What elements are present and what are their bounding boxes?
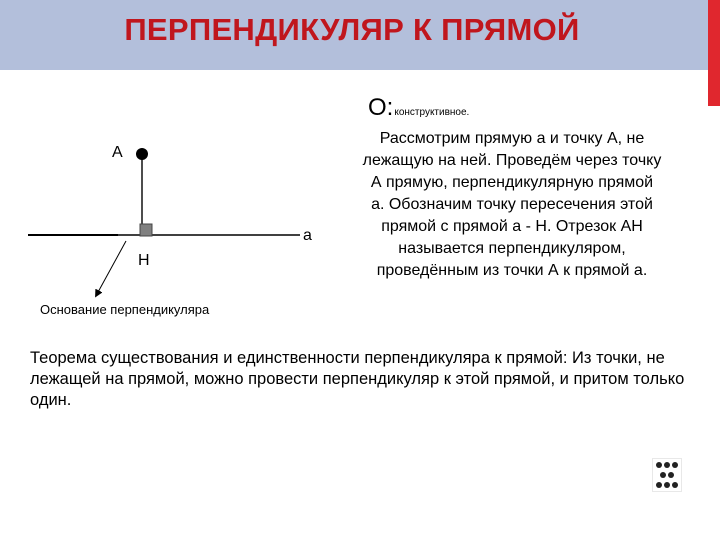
heading-letter: О: [368, 94, 394, 121]
point-a-label: А [112, 144, 123, 161]
definition-text: Рассмотрим прямую а и точку А, не лежащую на ней. Проведём через точку А прямую, перпендикулярную прямой а. Обозначим точку пересечения этой прямой с прямой а - Н. Отрезок АН называется перпендикуляром, проведённым из точки А к прямой а. [362, 130, 662, 279]
slide-title: ПЕРПЕНДИКУЛЯР К ПРЯМОЙ [124, 12, 580, 47]
base-arrow [97, 241, 126, 294]
foot-h-label: Н [138, 252, 150, 269]
point-a [136, 148, 148, 160]
theorem-text: Теорема существования и единственности перпендикуляра к прямой: Из точки, не лежащей на прямой, можно провести перпендикуляр к этой прямой, и притом только один. [30, 349, 685, 409]
line-a-label: а [303, 227, 312, 244]
base-caption: Основание перпендикуляра [40, 302, 210, 317]
right-angle-marker [140, 224, 152, 236]
dice-icon [652, 458, 682, 492]
heading-small: конструктивное. [394, 107, 470, 118]
